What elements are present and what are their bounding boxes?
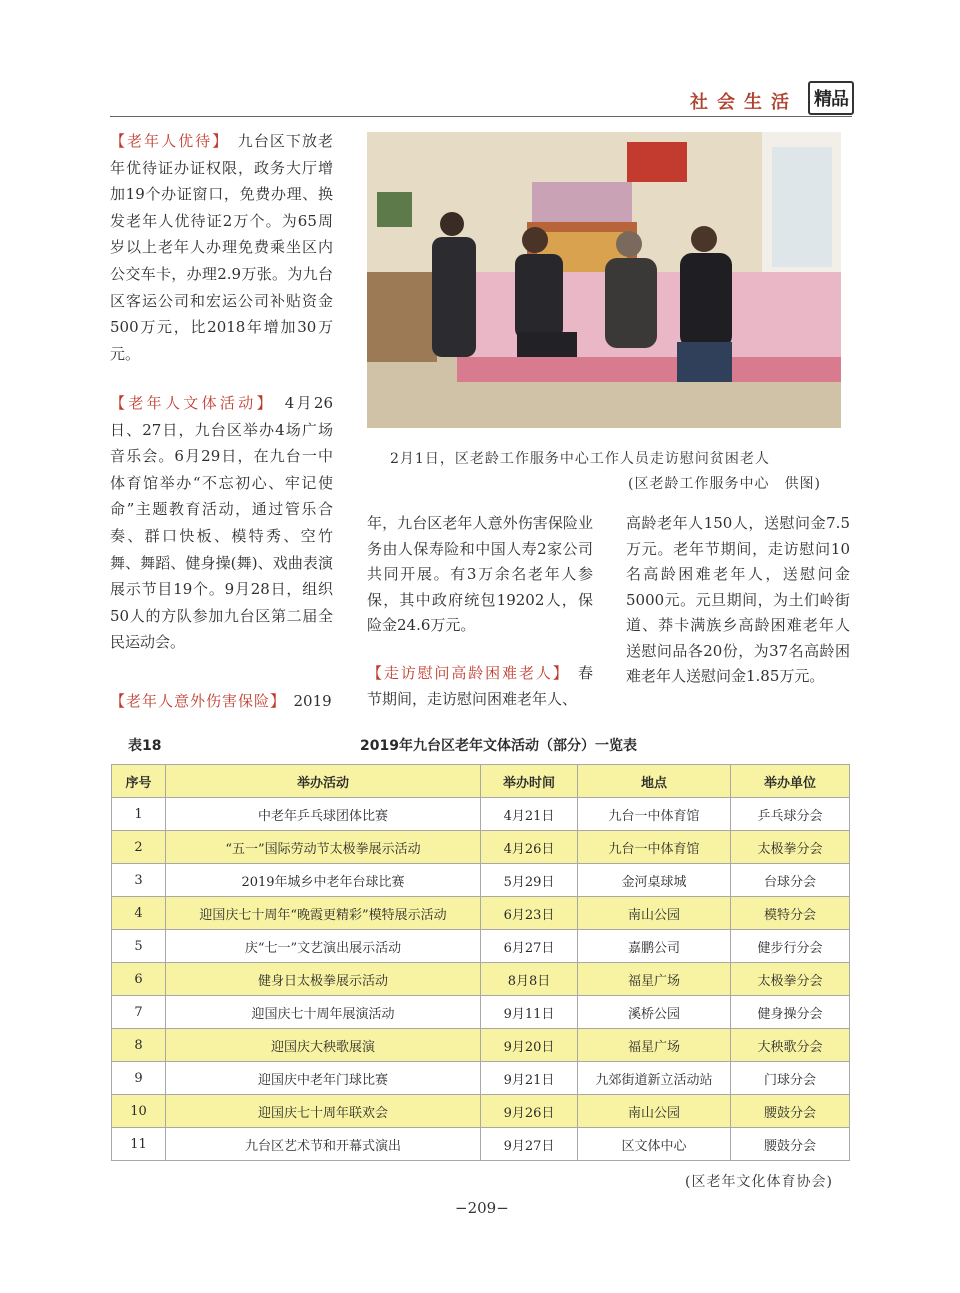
table-row	[112, 798, 850, 831]
cell-location: 金河桌球城	[578, 864, 731, 897]
table-row	[112, 930, 850, 963]
cell-activity: 庆“七一”文艺演出展示活动	[166, 930, 481, 963]
paragraph-elderly-benefits	[110, 128, 333, 367]
cell-activity: 2019年城乡中老年台球比赛	[166, 864, 481, 897]
section-logo: 精品	[808, 81, 854, 115]
paragraph-text: 2019	[278, 692, 332, 710]
paragraph-text: 春节期间，走访慰问困难老年人、	[367, 664, 593, 708]
paragraph-text: 高龄老年人150人，送慰问金7.5万元。老年节期间，走访慰问10名高龄困难老年人，送慰问金5000元。元旦期间，为土们岭街道、莽卡满族乡高龄困难老年人送慰问品各20份，为37名高龄困难老年人送慰问金1.85万元。	[626, 514, 850, 685]
table-row	[112, 1062, 850, 1095]
cell-index: 6	[112, 963, 166, 996]
cell-date: 5月29日	[481, 864, 578, 897]
cell-date: 9月11日	[481, 996, 578, 1029]
table-row	[112, 1128, 850, 1161]
cell-organizer: 太极拳分会	[731, 963, 850, 996]
table-row	[112, 1029, 850, 1062]
news-photo	[367, 132, 841, 428]
cell-organizer: 模特分会	[731, 897, 850, 930]
cell-location: 九郊街道新立活动站	[578, 1062, 731, 1095]
cell-date: 8月8日	[481, 963, 578, 996]
paragraph-tag: 【老年人文体活动】	[110, 394, 268, 412]
paragraph-visiting-continued	[626, 511, 850, 690]
paragraph-insurance-continued	[367, 511, 593, 639]
cell-index: 7	[112, 996, 166, 1029]
table-row	[112, 963, 850, 996]
header-cell-organizer: 举办单位	[731, 765, 850, 798]
cell-location: 嘉鹏公司	[578, 930, 731, 963]
photo-caption: 2月1日，区老龄工作服务中心工作人员走访慰问贫困老人	[390, 451, 770, 467]
header-cell-activity: 举办活动	[166, 765, 481, 798]
table-label: 表18	[128, 738, 162, 754]
cell-organizer: 乒乓球分会	[731, 798, 850, 831]
cell-activity: 迎国庆七十周年展演活动	[166, 996, 481, 1029]
cell-activity: 迎国庆大秧歌展演	[166, 1029, 481, 1062]
cell-index: 1	[112, 798, 166, 831]
paragraph-elderly-activities	[110, 390, 333, 656]
cell-date: 4月26日	[481, 831, 578, 864]
table-row	[112, 831, 850, 864]
cell-organizer: 大秧歌分会	[731, 1029, 850, 1062]
cell-location: 南山公园	[578, 1095, 731, 1128]
table-source: (区老年文化体育协会)	[685, 1174, 833, 1190]
cell-organizer: 门球分会	[731, 1062, 850, 1095]
cell-location: 福星广场	[578, 963, 731, 996]
cell-location: 九台一中体育馆	[578, 798, 731, 831]
cell-index: 10	[112, 1095, 166, 1128]
cell-activity: 健身日太极拳展示活动	[166, 963, 481, 996]
cell-date: 9月20日	[481, 1029, 578, 1062]
paragraph-text: 4月26日、27日，九台区举办4场广场音乐会。6月29日，在九台一中体育馆举办“不忘初心、牢记使命”主题教育活动，通过管乐合奏、群口快板、模特秀、空竹舞、舞蹈、健身操(舞)、戏曲表演展示节目19个。9月28日，组织50人的方队参加九台区第二届全民运动会。	[110, 394, 333, 652]
cell-activity: 中老年乒乓球团体比赛	[166, 798, 481, 831]
header-cell-location: 地点	[578, 765, 731, 798]
paragraph-text: 年，九台区老年人意外伤害保险业务由人保寿险和中国人寿2家公司共同开展。有3万余名老年人参保，其中政府统包19202人，保险金24.6万元。	[367, 514, 593, 634]
cell-index: 3	[112, 864, 166, 897]
cell-index: 5	[112, 930, 166, 963]
paragraph-tag: 【走访慰问高龄困难老人】	[367, 664, 563, 682]
table-row	[112, 897, 850, 930]
cell-organizer: 健步行分会	[731, 930, 850, 963]
cell-location: 九台一中体育馆	[578, 831, 731, 864]
paragraph-elderly-insurance	[110, 688, 350, 715]
table-header-row	[112, 765, 850, 798]
cell-organizer: 健身操分会	[731, 996, 850, 1029]
header-cell-index: 序号	[112, 765, 166, 798]
table-row	[112, 996, 850, 1029]
cell-date: 6月23日	[481, 897, 578, 930]
cell-index: 2	[112, 831, 166, 864]
cell-activity: “五一”国际劳动节太极拳展示活动	[166, 831, 481, 864]
table-title: 2019年九台区老年文体活动（部分）一览表	[360, 738, 637, 754]
table-row	[112, 1095, 850, 1128]
cell-date: 9月27日	[481, 1128, 578, 1161]
paragraph-tag: 【老年人意外伤害保险】	[110, 692, 279, 710]
cell-activity: 迎国庆七十周年“晚霞更精彩”模特展示活动	[166, 897, 481, 930]
header-cell-date: 举办时间	[481, 765, 578, 798]
table-row	[112, 864, 850, 897]
cell-date: 9月21日	[481, 1062, 578, 1095]
section-title: 社会生活	[690, 92, 798, 113]
cell-date: 9月26日	[481, 1095, 578, 1128]
cell-location: 溪桥公园	[578, 996, 731, 1029]
photo-credit: (区老龄工作服务中心 供图)	[628, 476, 821, 492]
paragraph-tag: 【老年人优待】	[110, 132, 222, 150]
page-number: −209−	[455, 1199, 509, 1217]
cell-index: 8	[112, 1029, 166, 1062]
cell-index: 9	[112, 1062, 166, 1095]
cell-activity: 迎国庆中老年门球比赛	[166, 1062, 481, 1095]
paragraph-text: 九台区下放老年优待证办证权限，政务大厅增加19个办证窗口，免费办理、换发老年人优待证2万个。为65周岁以上老年人办理免费乘坐区内公交车卡，办理2.9万张。为九台区客运公司和宏运公司补贴资金500万元，比2018年增加30万元。	[110, 132, 333, 363]
cell-organizer: 腰鼓分会	[731, 1128, 850, 1161]
activities-table	[111, 764, 850, 1161]
cell-location: 福星广场	[578, 1029, 731, 1062]
cell-location: 南山公园	[578, 897, 731, 930]
cell-index: 4	[112, 897, 166, 930]
cell-organizer: 腰鼓分会	[731, 1095, 850, 1128]
paragraph-visiting-elderly	[367, 661, 593, 712]
cell-date: 4月21日	[481, 798, 578, 831]
cell-activity: 九台区艺术节和开幕式演出	[166, 1128, 481, 1161]
cell-location: 区文体中心	[578, 1128, 731, 1161]
cell-organizer: 台球分会	[731, 864, 850, 897]
cell-index: 11	[112, 1128, 166, 1161]
header-divider	[110, 116, 852, 117]
cell-organizer: 太极拳分会	[731, 831, 850, 864]
cell-activity: 迎国庆七十周年联欢会	[166, 1095, 481, 1128]
cell-date: 6月27日	[481, 930, 578, 963]
